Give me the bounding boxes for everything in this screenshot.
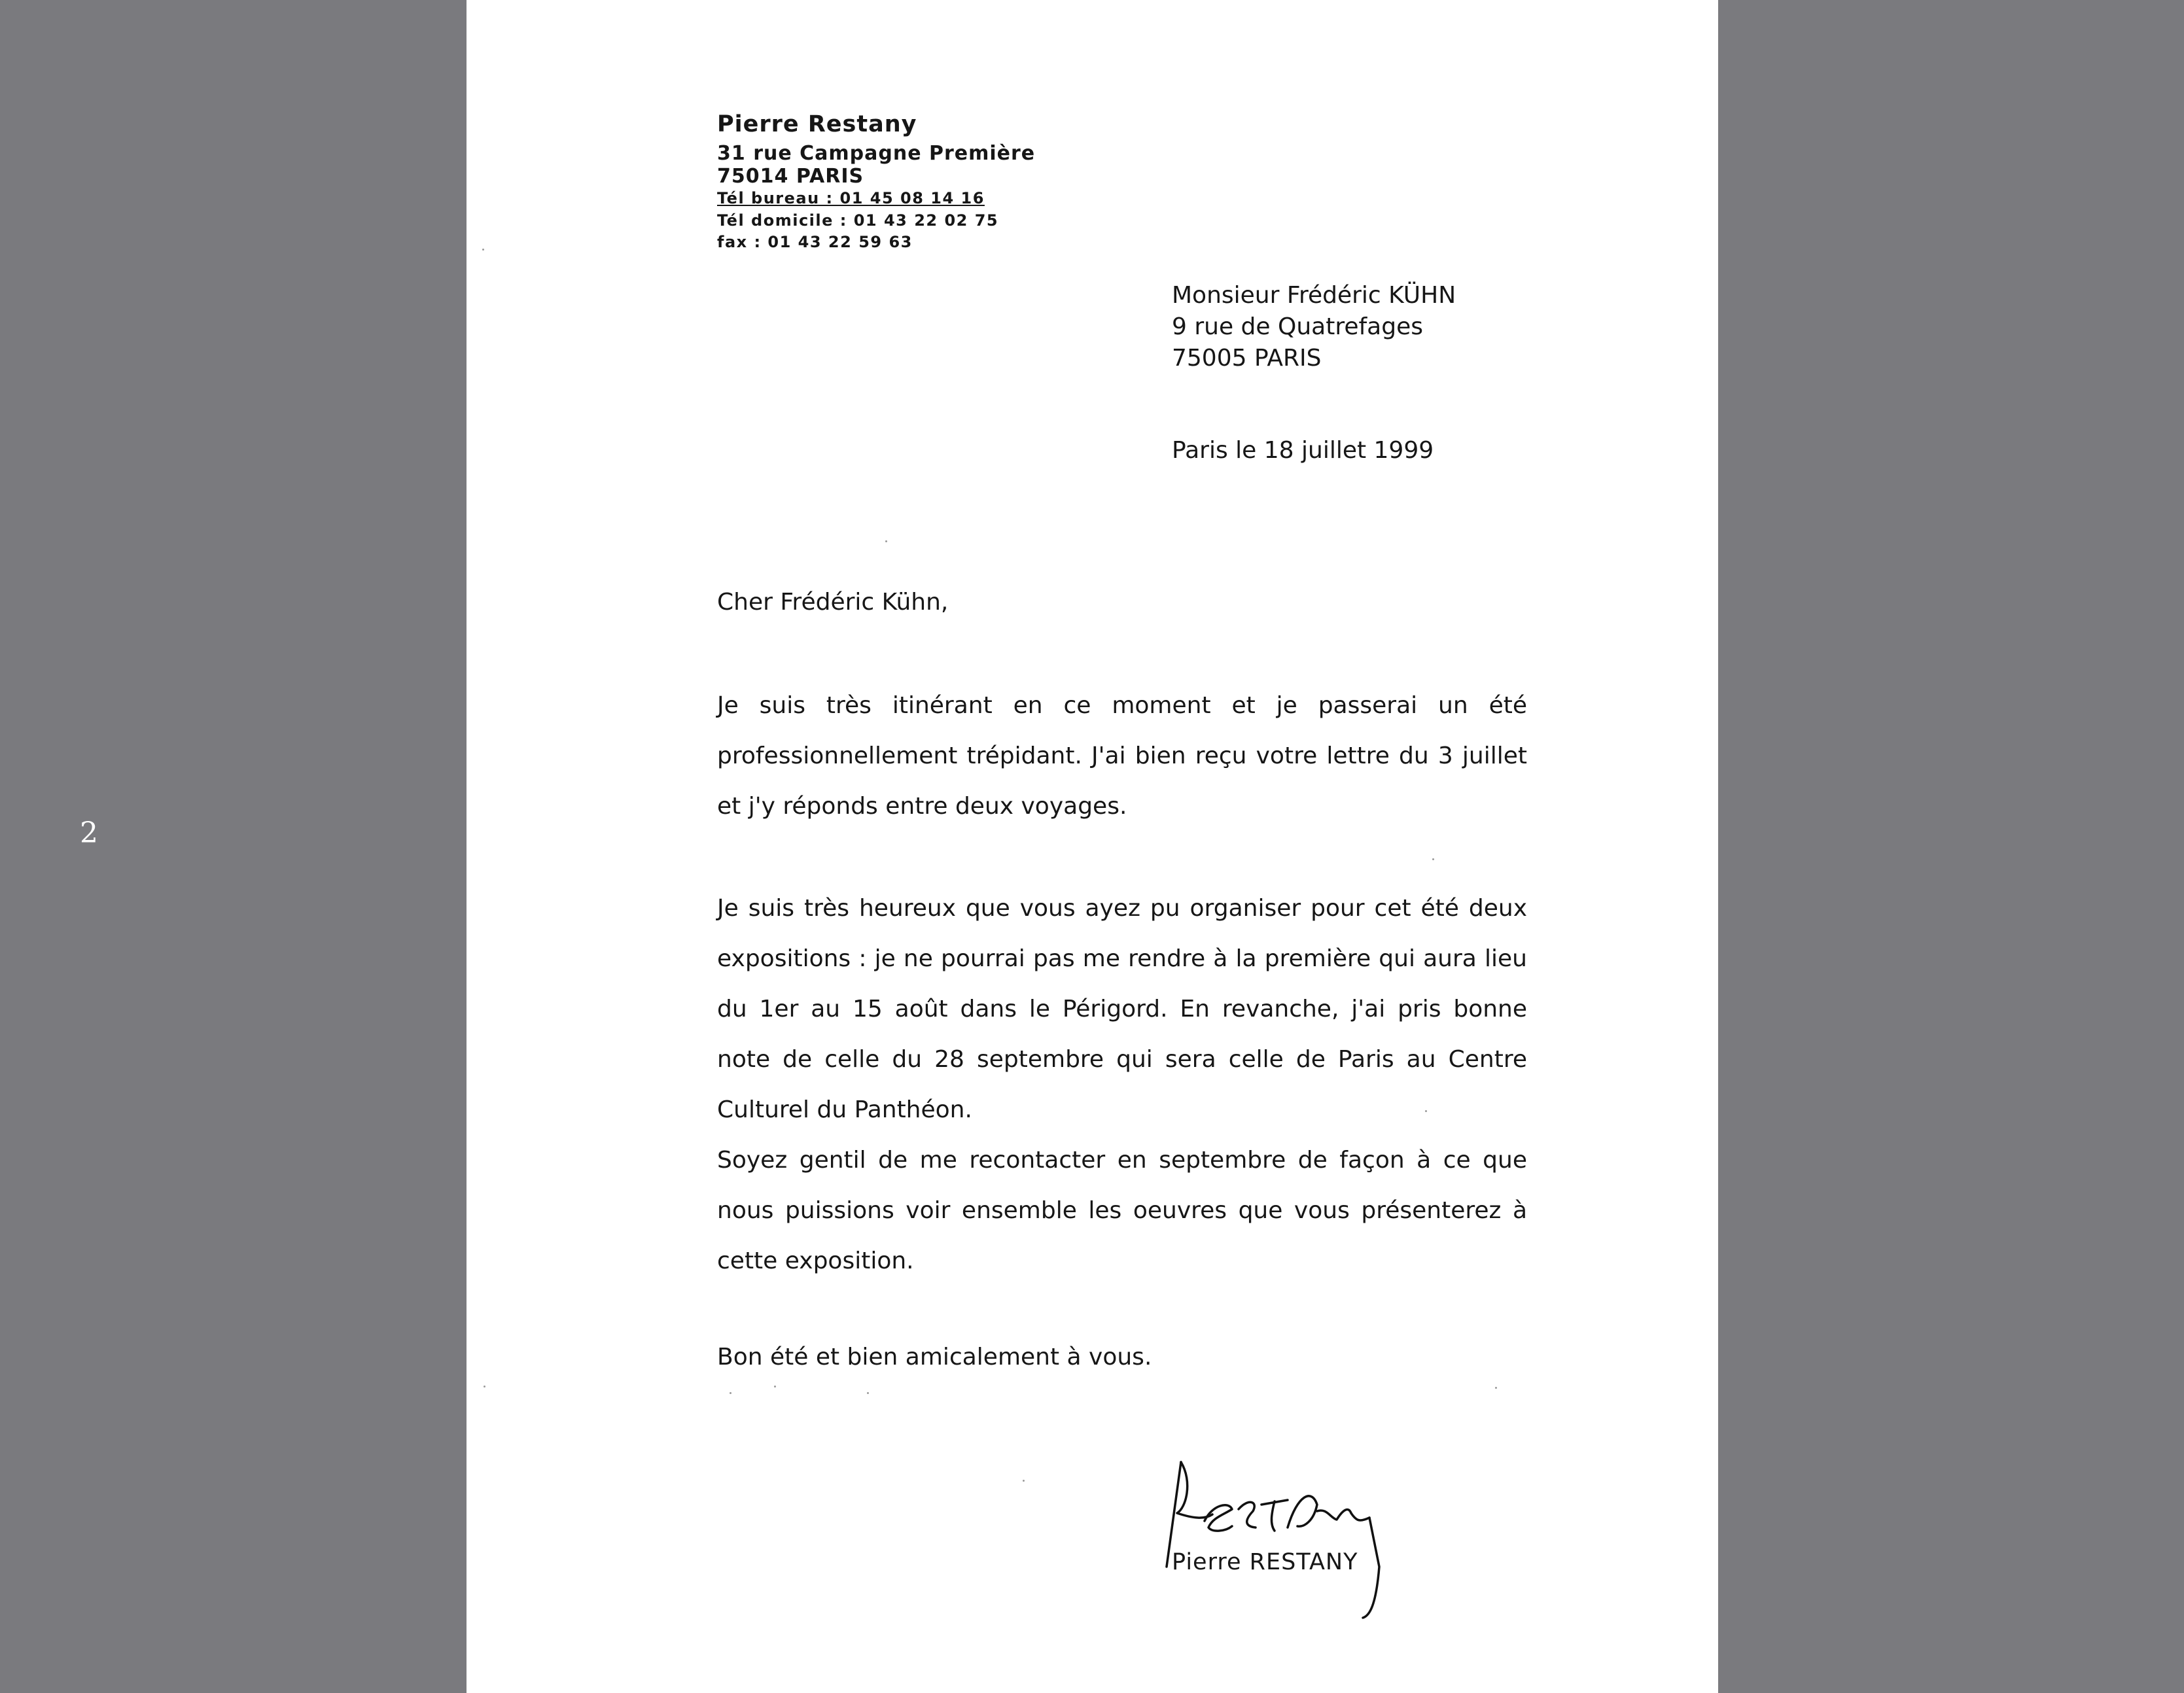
body-paragraph-3: Soyez gentil de me recontacter en septembre de façon à ce que nous puissions voir ensemble les oeuvres que vous présenterez à cette exposition. <box>717 1147 1527 1274</box>
handwritten-signature <box>1140 1436 1481 1626</box>
scan-speck <box>484 1386 485 1388</box>
sender-block <box>717 111 1035 254</box>
recipient-block <box>1172 280 1456 374</box>
sender-address-line2: 75014 PARIS <box>717 164 864 188</box>
signer-name: Pierre RESTANY <box>1172 1549 1358 1575</box>
closing-line: Bon été et bien amicalement à vous. <box>717 1344 1152 1370</box>
scan-speck <box>1425 1110 1427 1112</box>
sender-fax: fax : 01 43 22 59 63 <box>717 233 913 252</box>
sender-phone-office: Tél bureau : 01 45 08 14 16 <box>717 189 985 208</box>
letter-page <box>467 0 1718 1693</box>
recipient-address-line2: 75005 PARIS <box>1172 345 1322 372</box>
scan-speck <box>1023 1480 1025 1482</box>
scan-speck <box>774 1386 776 1388</box>
scan-speck <box>1432 858 1434 860</box>
letter-date: Paris le 18 juillet 1999 <box>1172 437 1434 464</box>
recipient-name: Monsieur Frédéric KÜHN <box>1172 282 1456 309</box>
scan-speck <box>482 249 484 251</box>
scan-speck <box>730 1392 731 1394</box>
page-number: 2 <box>80 816 98 850</box>
sender-phone-home: Tél domicile : 01 43 22 02 75 <box>717 211 999 230</box>
salutation: Cher Frédéric Kühn, <box>717 589 949 616</box>
body-paragraph-1: Je suis très itinérant en ce moment et je passerai un été professionnellement trépidant. J'ai bien reçu votre lettre du 3 juillet et j'y réponds entre deux voyages. <box>717 692 1527 820</box>
scan-speck <box>867 1392 869 1394</box>
sender-name: Pierre Restany <box>717 111 917 137</box>
scan-speck <box>1495 1387 1497 1389</box>
sender-address-line1: 31 rue Campagne Première <box>717 142 1036 166</box>
recipient-address-line1: 9 rue de Quatrefages <box>1172 313 1423 340</box>
body-paragraph-2: Je suis très heureux que vous ayez pu organiser pour cet été deux expositions : je ne pourrai pas me rendre à la première qui aura lieu du 1er au 15 août dans le Périgord. En revanche, j'ai pris bonne note de celle du 28 septembre qui sera celle de Paris au Centre Culturel du Panthéon. <box>717 895 1527 1123</box>
scan-speck <box>885 540 887 542</box>
